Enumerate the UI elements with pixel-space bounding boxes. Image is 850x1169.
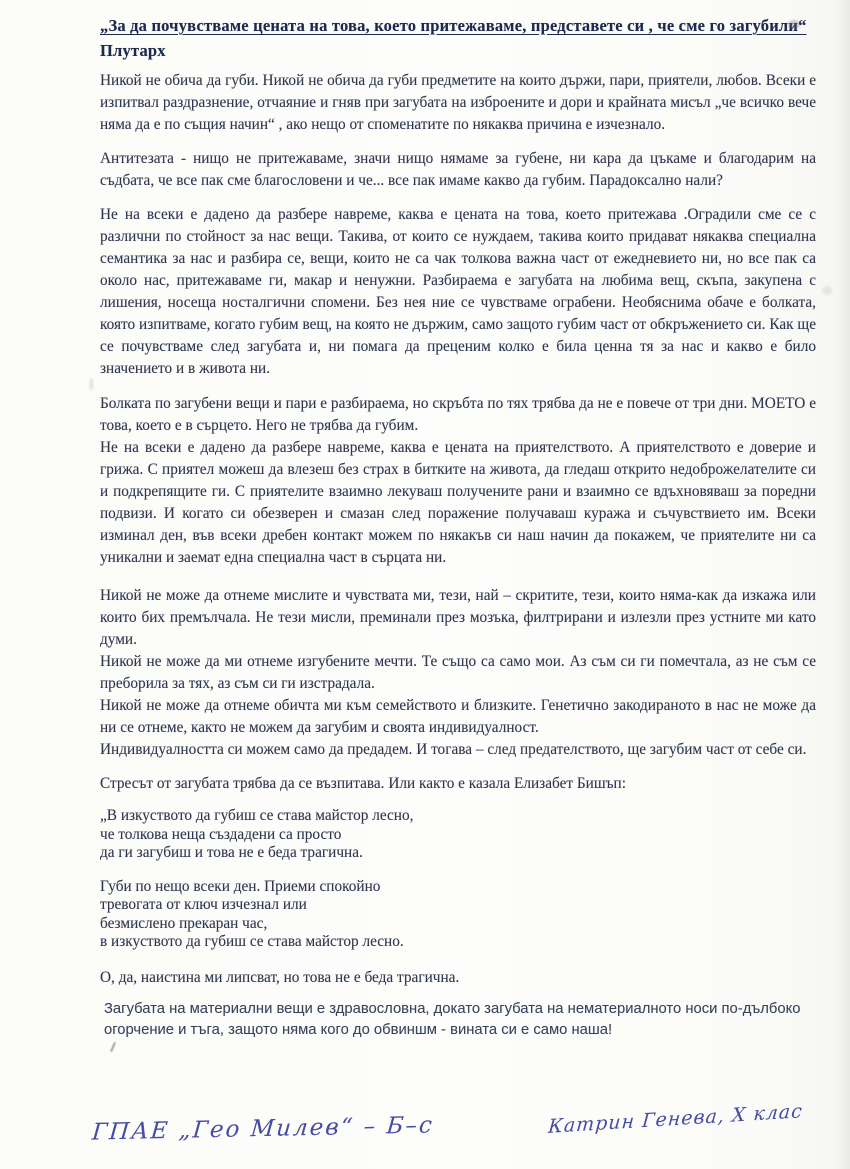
poem-line: че толкова неща създадени са просто [100,825,342,843]
closing-paragraph: Загубата на материални вещи е здравословна, докато загубата на нематериалното носи по-дълбоко огорчение и тъга, защото няма кого до обвиншм - вината си е само наша! [104,1000,801,1038]
handwritten-signature: Катрин Генева, Х клас [547,1100,804,1138]
poem-line: „В изкуството да губиш се става майстор лесно, [100,807,414,824]
poem-stanza-2 [100,878,816,952]
paragraph-family-love: Никой не може да отнеме обичта ми към семейството и близките. Генетично закодираното в нас не може да ни се отнеме, както не можем да загубим и своята индивидуалност. [100,697,816,736]
paragraph-bishop-intro: Стресът от загубата трябва да се възпитава. Или както е казала Елизабет Бишъп: [100,775,626,792]
paragraph-value-of-things: Не на всеки е дадено да разбере навреме, каква е цената на това, което притежава .Оградили сме се с различни по стойност за нас вещи. Такива, от които се нуждаем, такива които придават някаква специална семантика за нас и разбира се, вещи, които не са чак толкова важна част от ежедневието ни, но все пак са около нас, притежаваме ги, макар и ненужни. Разбираема е загубата на любима вещ, скъпа, закупена с лишения, носеща носталгични спомени. Без нея ние се чувстваме ограбени. Необяснима обаче е болката, която изпитваме, когато губим вещ, на която не държим, само защото губим част от обкръжението си. Как ще се почувстваме след загубата и, ни помага да преценим колко е била ценна тя за нас и какво е било значението и в живота ни. [100,206,816,377]
scan-smudge [822,286,832,295]
poem-stanza-1 [100,807,816,863]
pen-mark [110,1042,116,1052]
poem-line: да ги загубиш и това не е беда трагична. [100,844,363,861]
essay-content [100,13,816,1042]
essay-title [100,13,816,63]
paragraph-thoughts-and-feelings: Никой не може да отнеме мислите и чувствата ми, тези, най – скритите, тези, които няма-как да изкажа или които бих премълчала. Не тези мисли, преминали през мозъка, филтрирани и излезли през устните ми като думи. [100,587,816,648]
essay-title-author: Плутарх [100,41,166,60]
poem-coda: О, да, наистина ми липсват, но това не е беда трагична. [100,968,460,986]
paragraph-lost-dreams: Никой не може да ми отнеме изгубените мечти. Те също са само мои. Аз съм си ги помечтала, аз не съм се преборила за тях, аз съм си ги изстрадала. [100,653,816,692]
paragraph-friendship: Не на всеки е дадено да разбере навреме, каква е цената на приятелството. А приятелството е доверие и грижа. С приятел можеш да влезеш без страх в битките на живота, да гледаш открито недоброжелателите си и подкрепящите ги. С приятелите взаимно лекуваш получените рани и взаимно се вдъхновяваш за поредни подвизи. И когато си обезверен и смазан след поражение получаваш куража и съчувствието им. Всеки изминал ден, във всеки дребен контакт можем по някакъв си наш начин да покажем, че приятелите ни са уникални и заемат една специална част в сърцата ни. [100,439,816,566]
poem-line: в изкуството да губиш се става майстор лесно. [100,933,404,950]
paragraph-antithesis: Антитезата - нищо не притежаваме, значи нищо нямаме за губене, ни кара да цъкаме и благодарим на съдбата, че все пак сме благословени и че... все пак имаме какво да губим. Парадоксално нали? [100,150,816,189]
poem-line: тревогата от ключ изчезнал или [100,896,307,913]
poem-line: безмислено прекаран час, [100,914,268,932]
scan-smudge [788,20,800,29]
paragraph-individuality: Индивидуалността си можем само да предадем. И тогава – след предателството, ще загубим част от себе си. [100,741,807,758]
handwritten-school-note: ГПАЕ „Гео Милев“ – Б–с [90,1112,435,1146]
paragraph-pain-of-lost-things: Болката по загубени вещи и пари е разбираема, но скръбта по тях трябва да не е повече от три дни. МОЕТО е това, което е в сърцето. Него не трябва да губим. [100,395,816,434]
poem-line: Губи по нещо всеки ден. Приеми спокойно [100,877,381,895]
paragraph-nobody-likes-losing: Никой не обича да губи. Никой не обича да губи предметите на които държи, пари, приятели, любов. Всеки е изпитвал раздразнение, отчаяние и гняв при загубата на изброените и дори и крайната мисъл „че всичко вече няма да е по същия начин“ , ако нещо от споменатите по някаква причина е изчезнало. [100,72,816,133]
essay-title-quote: „За да почувстваме цената на това, което притежаваме, представете си , че сме го загубили“ [100,16,807,35]
scan-smudge [90,378,93,390]
scan-edge-shading [836,0,850,1169]
